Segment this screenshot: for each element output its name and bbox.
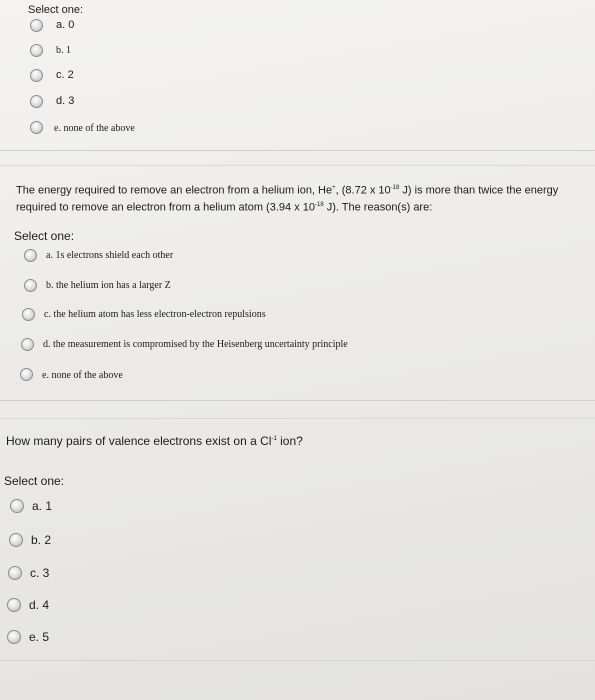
- q2-option-b-label[interactable]: b. the helium ion has a larger Z: [46, 280, 171, 291]
- q3-option-c-radio[interactable]: [8, 566, 22, 580]
- q2-text-part: The energy required to remove an electron from a helium ion, He: [16, 184, 333, 197]
- q2-option-c-radio[interactable]: [22, 308, 35, 321]
- separator: [0, 400, 595, 401]
- q3-option-e-label[interactable]: e. 5: [29, 630, 50, 644]
- q3-option-b-radio[interactable]: [9, 533, 23, 547]
- q1-option-c-radio[interactable]: [30, 69, 43, 82]
- q3-option-d-label[interactable]: d. 4: [29, 598, 50, 612]
- q3-option-e-radio[interactable]: [7, 630, 21, 644]
- q2-option-e-radio[interactable]: [20, 368, 33, 381]
- q2-exponent: -18: [390, 185, 400, 191]
- q3-option-b-label[interactable]: b. 2: [31, 533, 52, 547]
- q3-question-text: [6, 434, 303, 448]
- q2-option-a-label[interactable]: a. 1s electrons shield each other: [46, 250, 174, 261]
- q1-option-a-radio[interactable]: [30, 19, 43, 32]
- q2-option-d-radio[interactable]: [21, 338, 34, 351]
- q2-text-part: , (8.72 x 10: [335, 184, 391, 197]
- q1-option-e-label[interactable]: e. none of the above: [54, 123, 135, 134]
- q2-select-label: Select one:: [14, 229, 75, 243]
- q2-question-text: [16, 181, 594, 214]
- separator: [0, 418, 595, 419]
- q2-option-e-label[interactable]: e. none of the above: [42, 370, 123, 381]
- q3-option-a-label[interactable]: a. 1: [32, 499, 53, 513]
- q2-text-part: J). The reason(s) are:: [323, 201, 433, 214]
- q1-select-label: Select one:: [28, 4, 84, 16]
- separator: [0, 165, 595, 166]
- separator: [0, 660, 595, 661]
- q2-text-part: J) is more than twice the energy: [399, 184, 559, 197]
- q1-option-c-label[interactable]: c. 2: [56, 69, 74, 81]
- q3-charge: -1: [271, 436, 277, 442]
- q1-option-a-label[interactable]: a. 0: [56, 19, 75, 31]
- q1-option-d-radio[interactable]: [30, 95, 43, 108]
- q1-option-e-radio[interactable]: [30, 121, 43, 134]
- q3-option-a-radio[interactable]: [10, 499, 24, 513]
- q3-select-label: Select one:: [4, 474, 65, 488]
- q2-option-b-radio[interactable]: [24, 279, 37, 292]
- q3-option-c-label[interactable]: c. 3: [30, 566, 50, 580]
- separator: [0, 150, 595, 151]
- q3-option-d-radio[interactable]: [7, 598, 21, 612]
- q1-option-d-label[interactable]: d. 3: [56, 95, 75, 107]
- q2-option-a-radio[interactable]: [24, 249, 37, 262]
- q2-option-d-label[interactable]: d. the measurement is compromised by the Heisenberg uncertainty principle: [43, 339, 348, 350]
- q1-option-b-radio[interactable]: [30, 44, 43, 57]
- q2-he-charge: +: [332, 185, 336, 191]
- q3-text-part: ion?: [276, 434, 303, 448]
- q3-text-part: How many pairs of valence electrons exist on a Cl: [6, 434, 272, 448]
- q2-text-part: required to remove an electron from a helium atom (3.94 x 10: [16, 201, 315, 214]
- q2-exponent: -18: [314, 201, 324, 208]
- q1-option-b-label[interactable]: b. 1: [56, 45, 71, 56]
- q2-option-c-label[interactable]: c. the helium atom has less electron-electron repulsions: [44, 309, 266, 320]
